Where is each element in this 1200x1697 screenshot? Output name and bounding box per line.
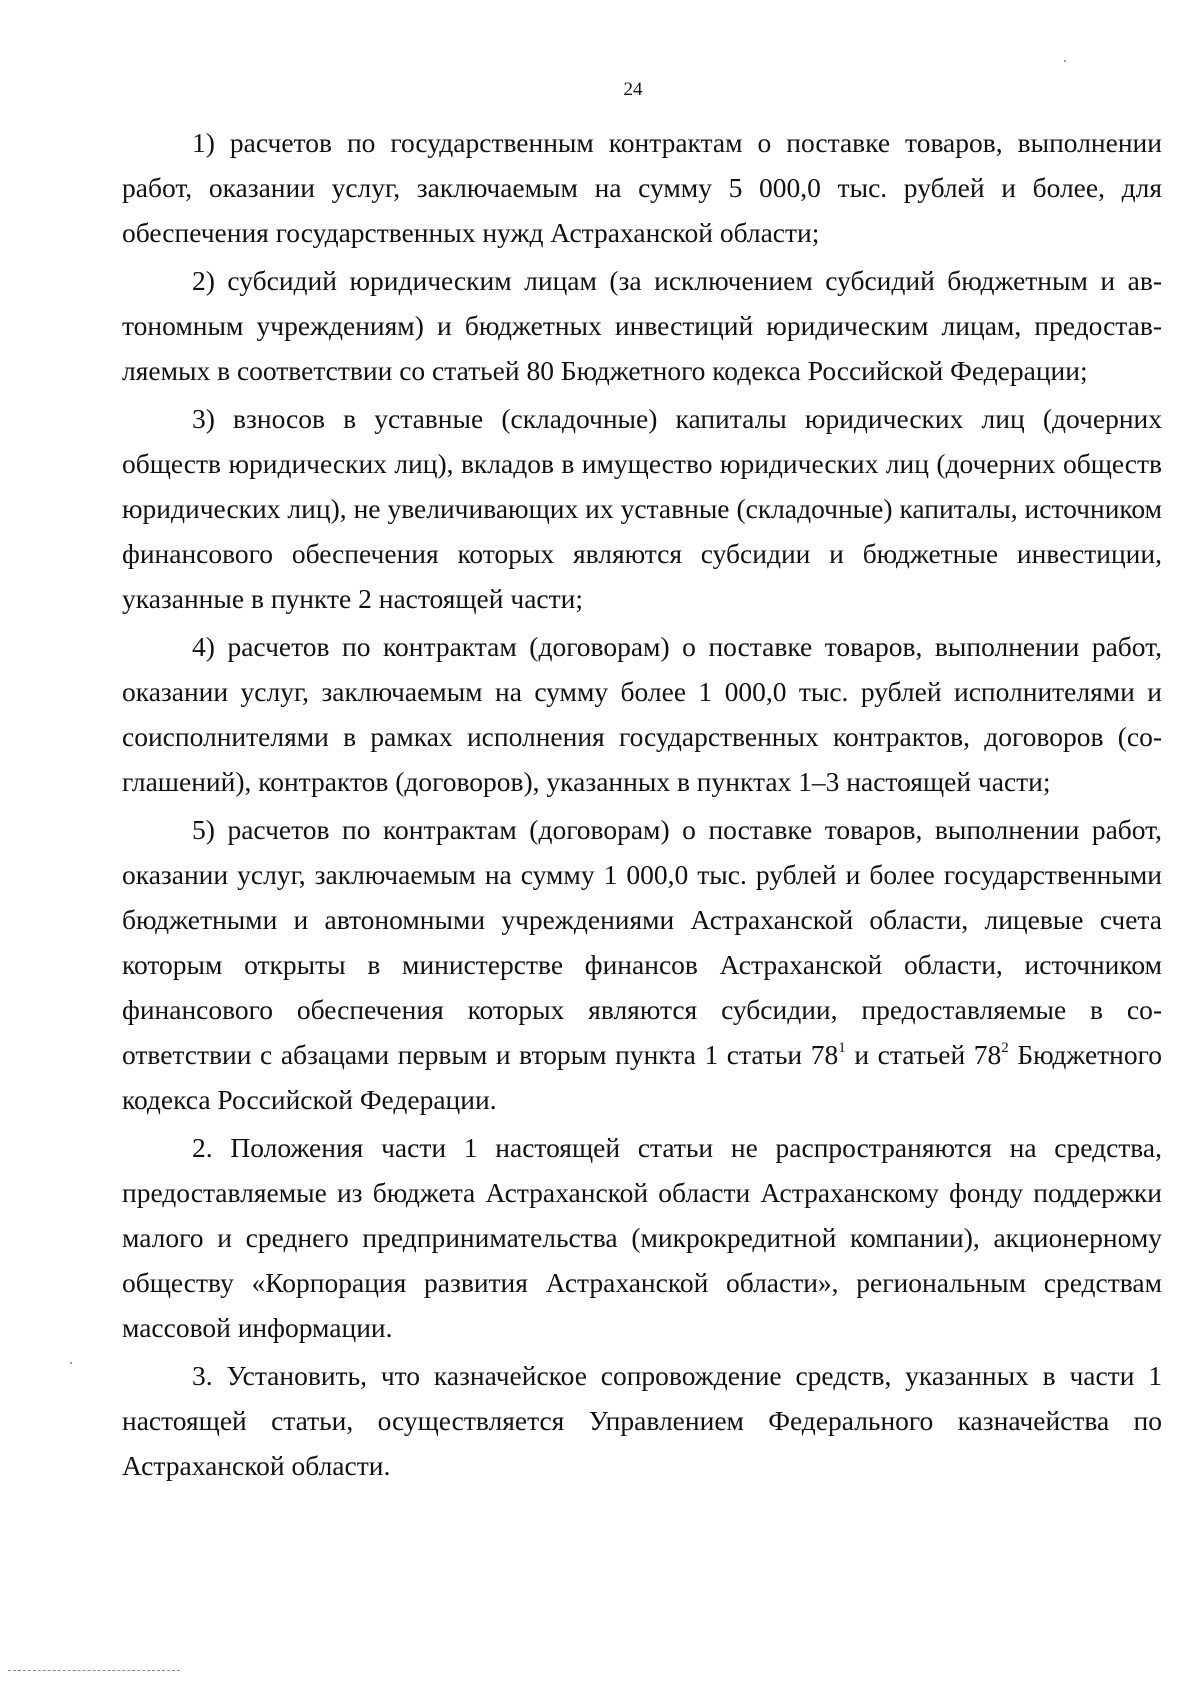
clause-exceptions: 2. Положения части 1 настоящей статьи не распространяются на средства, предоставляемые из бюджета Астраханской области Астраханскому фонду поддержки малого и среднего предпринимательства (микрокредитной компании), акционерному обществу «Корпорация развития Астраханской области», региональным средствам массовой информации.	[122, 1132, 1162, 1343]
paragraph-text-part: 5) расчетов по контрактам (договорам) о поставке товаров, выполнении работ, оказании услуг, заключаемым на сумму 1 000,0 тыс. рублей и более государственными бюджетными и автономными учреждениями Астраханской области, лицевые счета которым открыты в министерстве финансов Астраханской области, источником финансового обеспечения которых являются субсидии, предоставляемые в соответствии с абзацами первым и вторым пункта 1 статьи 78	[122, 814, 1162, 1070]
document-body	[122, 120, 1162, 1491]
list-item-institutions	[122, 807, 1162, 1122]
list-item-contributions: 3) взносов в уставные (складочные) капиталы юридических лиц (дочерних обществ юридических лиц), вкладов в имущество юридических лиц (дочерних обществ юридических лиц), не увеличивающих их уставные (складочные) капиталы, источником финансового обеспечения которых являются субсидии и бюджетные инвестиции, указанные в пункте 2 настоящей части;	[122, 403, 1162, 614]
list-item-subsidies: 2) субсидий юридическим лицам (за исключением субсидий бюджетным и автономным учреждениям) и бюджетных инвестиций юридическим лицам, предоставляемых в соответствии со статьей 80 Бюджетного кодекса Российской Федерации;	[122, 265, 1162, 386]
scan-artifact-line	[8, 1670, 180, 1672]
page-number: 24	[623, 79, 643, 100]
scan-speck	[1064, 60, 1066, 62]
list-item-contracts: 1) расчетов по государственным контрактам о поставке товаров, выполнении работ, оказании услуг, заключаемым на сумму 5 000,0 тыс. рублей и более, для обеспечения государственных нужд Астраханской области;	[122, 127, 1162, 248]
superscript-one: 1	[838, 1040, 846, 1056]
paragraph-text-part: Бюджетного кодекса Российской Федерации.	[122, 1039, 1162, 1115]
paragraph-text-part: и статьей 78	[845, 1039, 1002, 1070]
list-item-subcontracts: 4) расчетов по контрактам (договорам) о поставке товаров, выполнении работ, оказании услуг, заключаемым на сумму более 1 000,0 тыс. рублей исполнителями и соисполнителями в рамках исполнения государственных контрактов, договоров (соглашений), контрактов (договоров), указанных в пунктах 1–3 настоящей части;	[122, 631, 1162, 797]
superscript-two: 2	[1001, 1040, 1009, 1056]
clause-treasury: 3. Установить, что казначейское сопровождение средств, указанных в части 1 настоящей статьи, осуществляется Управлением Федерального казначейства по Астраханской области.	[122, 1360, 1162, 1481]
scan-speck	[70, 1362, 72, 1364]
